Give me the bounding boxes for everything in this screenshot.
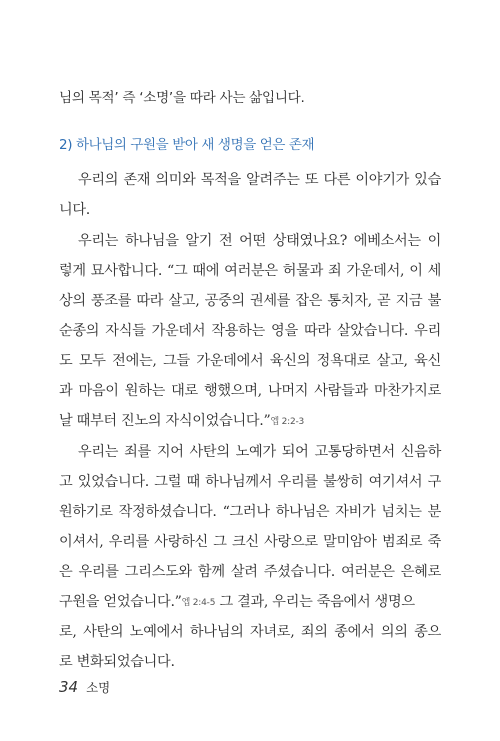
- paragraph3-line2: 고 있었습니다. 그럴 때 하나님께서 우리를 불쌍히 여기셔서 구: [59, 474, 441, 490]
- paragraph3-line7: 로, 사탄의 노예에서 하나님의 자녀로, 죄의 종에서 의의 종으: [59, 624, 441, 640]
- paragraph2-line7-text: 날 때부터 진노의 자식이었습니다.”: [59, 413, 271, 429]
- scripture-reference: 엡 2:2-3: [270, 417, 305, 427]
- paragraph3-line3: 원하기로 작정하셨습니다. “그러나 하나님은 자비가 넘치는 분: [59, 504, 441, 520]
- running-title: 소명: [86, 680, 111, 695]
- paragraph2-line6: 과 마음이 원하는 대로 행했으며, 나머지 사람들과 마찬가지로: [59, 383, 441, 399]
- paragraph2-line1: 우리는 하나님을 알기 전 어떤 상태였나요? 에베소서는 이: [78, 233, 441, 249]
- paragraph3-line6-rest: 그 결과, 우리는 죽음에서 생명으: [215, 594, 415, 610]
- paragraph3-line1: 우리는 죄를 지어 사탄의 노예가 되어 고통당하면서 신음하: [78, 444, 441, 460]
- section-heading: 2) 하나님의 구원을 받아 새 생명을 얻은 존재: [59, 137, 315, 153]
- page-number: 34: [59, 678, 79, 696]
- paragraph2-line2: 렇게 묘사합니다. “그 때에 여러분은 허물과 죄 가운데서, 이 세: [59, 263, 441, 279]
- paragraph3-line6-text: 구원을 얻었습니다.”: [59, 594, 182, 610]
- paragraph1-line2: 니다.: [59, 202, 91, 218]
- top-line: 님의 목적’ 즉 ‘소명’을 따라 사는 삶입니다.: [59, 90, 305, 106]
- page-footer: [59, 677, 110, 696]
- paragraph2-line3: 상의 풍조를 따라 살고, 공중의 권세를 잡은 통치자, 곧 지금 불: [59, 293, 441, 309]
- scripture-reference: 엡 2:4-5: [181, 598, 216, 608]
- paragraph3-line8: 로 변화되었습니다.: [59, 654, 175, 670]
- paragraph3-line4: 이셔서, 우리를 사랑하신 그 크신 사랑으로 말미암아 범죄로 죽: [59, 534, 441, 550]
- paragraph2-line5: 도 모두 전에는, 그들 가운데에서 육신의 정욕대로 살고, 육신: [59, 353, 441, 369]
- paragraph3-line6: [59, 592, 441, 613]
- paragraph2-line7: [59, 411, 441, 432]
- paragraph1-line1: 우리의 존재 의미와 목적을 알려주는 또 다른 이야기가 있습: [78, 172, 441, 188]
- paragraph2-line4: 순종의 자식들 가운데서 작용하는 영을 따라 살았습니다. 우리: [59, 323, 441, 339]
- paragraph3-line5: 은 우리를 그리스도와 함께 살려 주셨습니다. 여러분은 은혜로: [59, 564, 441, 580]
